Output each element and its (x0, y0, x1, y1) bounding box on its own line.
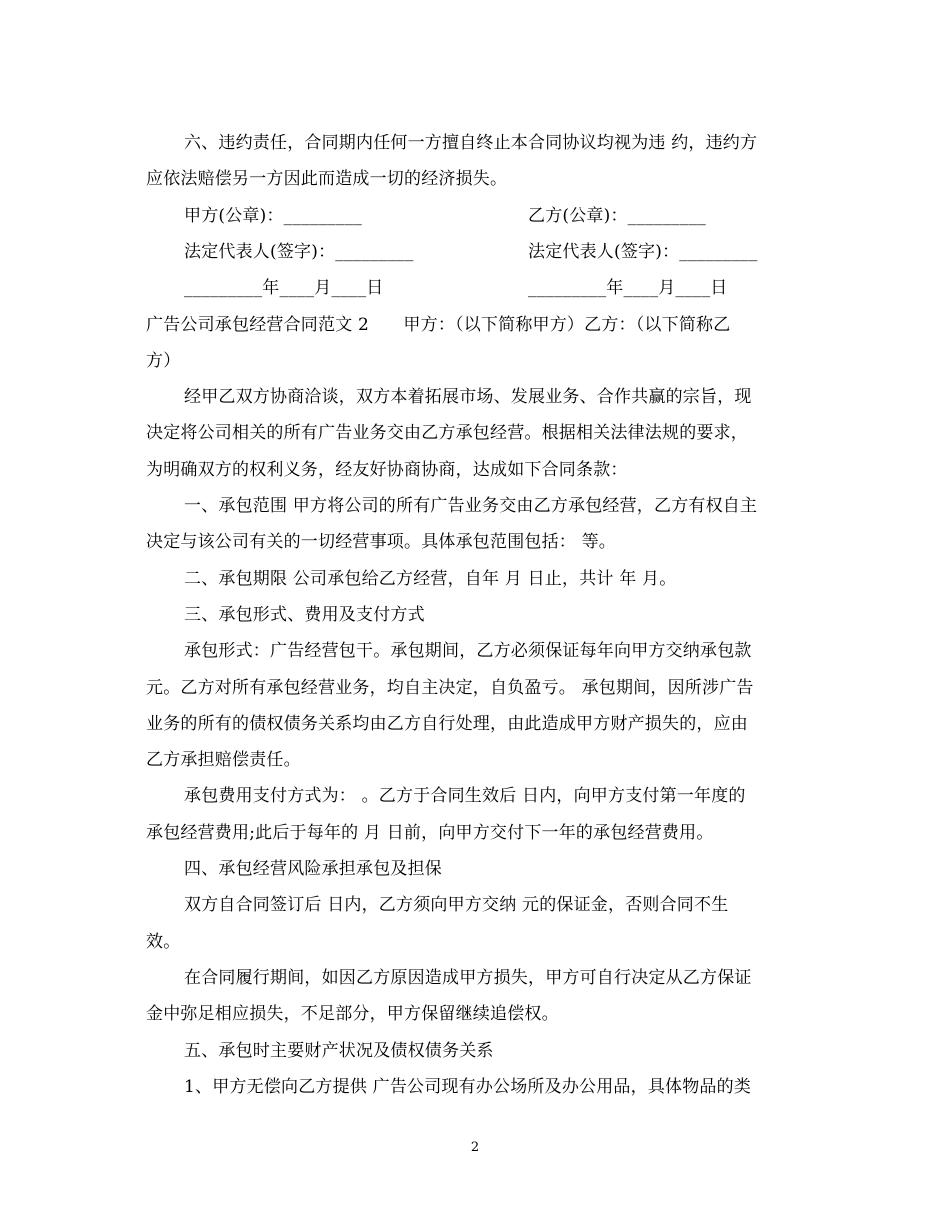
clause-4-deposit-line-2: 效。 (146, 932, 181, 952)
signature-party-b-seal: 乙方(公章)：_________ (528, 206, 706, 226)
clause-3-payment-line-1: 承包费用支付方式为： 。乙方于合同生效后 日内，向甲方支付第一年度的 (184, 786, 746, 806)
clause-3-form-line-1: 承包形式：广告经营包干。承包期间，乙方必须保证每年向甲方交纳承包款 (184, 641, 752, 661)
clause-5-item-1: 1、甲方无偿向乙方提供 广告公司现有办公场所及办公用品，具体物品的类 (184, 1077, 752, 1097)
clause-4-loss-line-2: 金中弥足相应损失，不足部分，甲方保留继续追偿权。 (146, 1004, 559, 1024)
clause-6-line-1: 六、违约责任，合同期内任何一方擅自终止本合同协议均视为违 约，违约方 (184, 133, 758, 153)
clause-3-payment-line-2: 承包经营费用;此后于每年的 月 日前，向甲方交付下一年的承包经营费用。 (146, 823, 714, 843)
clause-1-line-1: 一、承包范围 甲方将公司的所有广告业务交由乙方承包经营，乙方有权自主 (184, 496, 758, 516)
clause-3-form-line-3: 业务的所有的债权债务关系均由乙方自行处理，由此造成甲方财产损失的，应由 (146, 714, 748, 734)
preamble-line-1: 经甲乙双方协商洽谈，双方本着拓展市场、发展业务、合作共赢的宗旨，现 (184, 387, 752, 407)
clause-2: 二、承包期限 公司承包给乙方经营，自年 月 日止，共计 年 月。 (184, 569, 677, 589)
contract-title-line-1: 广告公司承包经营合同范文 2 甲方：（以下简称甲方）乙方：（以下简称乙 (146, 315, 731, 335)
clause-4-deposit-line-1: 双方自合同签订后 日内，乙方须向甲方交纳 元的保证金，否则合同不生 (184, 895, 729, 915)
clause-3-heading: 三、承包形式、费用及支付方式 (184, 605, 425, 625)
clause-3-form-line-2: 元。乙方对所有承包经营业务，均自主决定，自负盈亏。 承包期间，因所涉广告 (146, 678, 754, 698)
clause-4-loss-line-1: 在合同履行期间，如因乙方原因造成甲方损失，甲方可自行决定从乙方保证 (184, 968, 752, 988)
signature-party-a-date: _________年____月____日 (184, 278, 384, 298)
clause-3-form-line-4: 乙方承担赔偿责任。 (146, 750, 301, 770)
preamble-line-2: 决定将公司相关的所有广告业务交由乙方承包经营。根据相关法律法规的要求， (146, 423, 748, 443)
signature-party-b-date: _________年____月____日 (528, 278, 728, 298)
signature-party-a-representative: 法定代表人(签字)：_________ (184, 242, 414, 262)
page-number: 2 (470, 1140, 480, 1155)
signature-party-b-representative: 法定代表人(签字)：_________ (528, 242, 758, 262)
clause-5-heading: 五、承包时主要财产状况及债权债务关系 (184, 1041, 494, 1061)
signature-party-a-seal: 甲方(公章)：_________ (184, 206, 362, 226)
contract-title-line-2: 方） (146, 351, 181, 371)
clause-6-line-2: 应依法赔偿另一方因此而造成一切的经济损失。 (146, 169, 508, 189)
preamble-line-3: 为明确双方的权利义务，经友好协商协商，达成如下合同条款： (146, 460, 628, 480)
clause-4-heading: 四、承包经营风险承担承包及担保 (184, 859, 442, 879)
clause-1-line-2: 决定与该公司有关的一切经营事项。具体承包范围包括： 等。 (146, 532, 617, 552)
